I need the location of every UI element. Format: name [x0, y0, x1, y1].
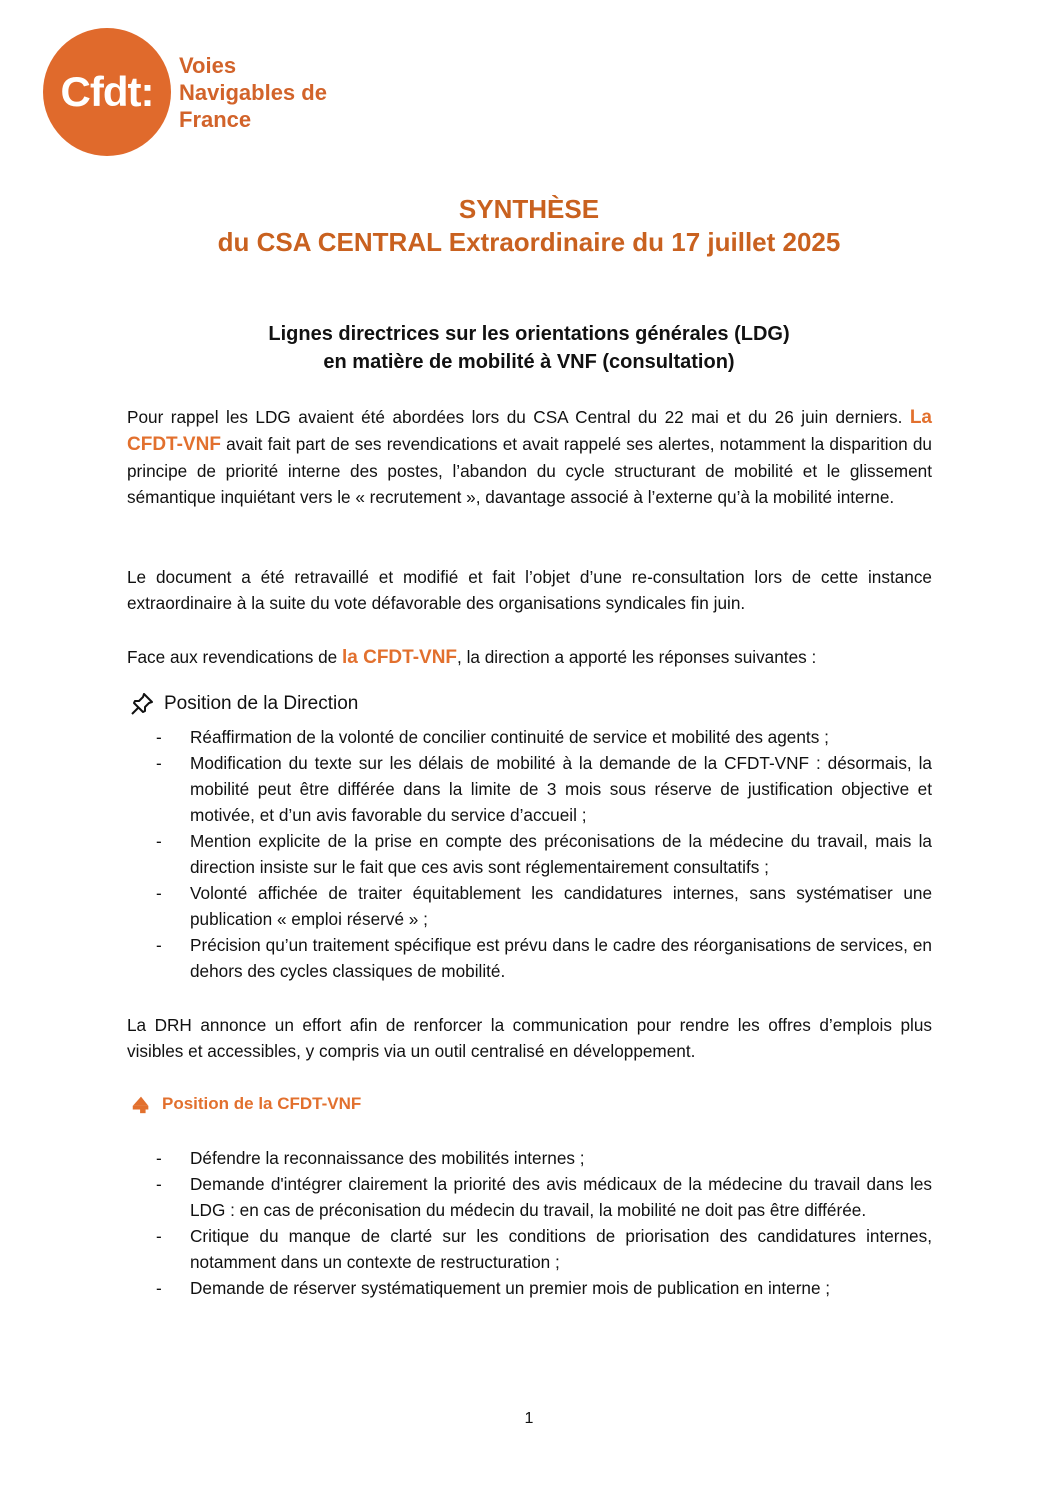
direction-list [156, 724, 932, 984]
logo-line: Voies [179, 52, 237, 78]
list-item: - Demande d'intégrer clairement la priorité des avis médicaux de la médecine du travail dans les LDG : en cas de préconisation du médecin du travail, la mobilité ne doit pas être différée. [156, 1171, 932, 1223]
logo-line: France [179, 106, 252, 132]
title-line-2: du CSA CENTRAL Extraordinaire du 17 juillet 2025 [217, 227, 841, 257]
intro-text: , la direction a apporté les réponses suivantes : [457, 647, 817, 667]
document-title [0, 193, 1058, 259]
subtitle-line-1: Lignes directrices sur les orientations générales (LDG) [268, 323, 790, 345]
intro-text: avait fait part de ses revendications et avait rappelé ses alertes, notamment la disparition du principe de priorité interne des postes, l’abandon du cycle structurant de mobilité et le glissement sémantique inquiétant vers le « recrutement », davantage associé à l’externe qu’à la mobilité interne. [127, 434, 932, 507]
logo-text [179, 52, 327, 133]
cfdt-logo [43, 28, 327, 156]
drh-note [127, 1012, 932, 1064]
cfdt-highlight: La CFDT-VNF [127, 407, 932, 455]
direction-heading [130, 692, 358, 716]
cfdt-highlight: la CFDT-VNF [341, 647, 458, 668]
list-item: - Demande de réserver systématiquement un premier mois de publication en interne ; [156, 1275, 932, 1301]
cfdt-heading [130, 1093, 361, 1115]
intro-text: Face aux revendications de [127, 647, 342, 667]
section-subtitle [0, 320, 1058, 376]
intro-text: Pour rappel les LDG avaient été abordées lors du CSA Central du 22 mai et du 26 juin derniers. [127, 407, 903, 427]
logo-line: Navigables de [179, 79, 327, 105]
intro-paragraph-1 [127, 404, 932, 510]
list-item: - Modification du texte sur les délais de mobilité à la demande de la CFDT-VNF : désormais, la mobilité peut être différée dans la limite de 3 mois sous réserve de justification objective et motivée, et d’un avis favorable du service d’accueil ; [156, 750, 932, 828]
megaphone-icon [130, 1093, 152, 1115]
list-item: - Réaffirmation de la volonté de concilier continuité de service et mobilité des agents ; [156, 724, 932, 750]
list-item: - Précision qu’un traitement spécifique est prévu dans le cadre des réorganisations de services, en dehors des cycles classiques de mobilité. [156, 932, 932, 984]
title-line-1: SYNTHÈSE [458, 194, 600, 224]
cfdt-list [156, 1145, 932, 1301]
list-item: - Mention explicite de la prise en compte des préconisations de la médecine du travail, mais la direction insiste sur le fait que ces avis sont réglementairement consultatifs ; [156, 828, 932, 880]
drh-note-text: La DRH annonce un effort afin de renforcer la communication pour rendre les offres d’emplois plus visibles et accessibles, y compris via un outil centralisé en développement. [127, 1015, 932, 1061]
heading-text: Position de la CFDT-VNF [162, 1094, 362, 1113]
heading-text: Position de la Direction [164, 693, 359, 714]
list-item: - Critique du manque de clarté sur les conditions de priorisation des candidatures internes, notamment dans un contexte de restructuration ; [156, 1223, 932, 1275]
subtitle-line-2: en matière de mobilité à VNF (consultation) [323, 351, 735, 373]
list-item: - Défendre la reconnaissance des mobilités internes ; [156, 1145, 932, 1171]
intro-paragraph-2 [127, 564, 932, 616]
logo-mark: Cfdt: [43, 28, 171, 156]
list-item: - Volonté affichée de traiter équitablement les candidatures internes, sans systématiser une publication « emploi réservé » ; [156, 880, 932, 932]
pushpin-icon [130, 692, 154, 716]
intro-text: Le document a été retravaillé et modifié et fait l’objet d’une re-consultation lors de cette instance extraordinaire à la suite du vote défavorable des organisations syndicales fin juin. [127, 567, 932, 613]
page-number: 1 [524, 1410, 534, 1427]
intro-paragraph-3 [127, 644, 932, 671]
